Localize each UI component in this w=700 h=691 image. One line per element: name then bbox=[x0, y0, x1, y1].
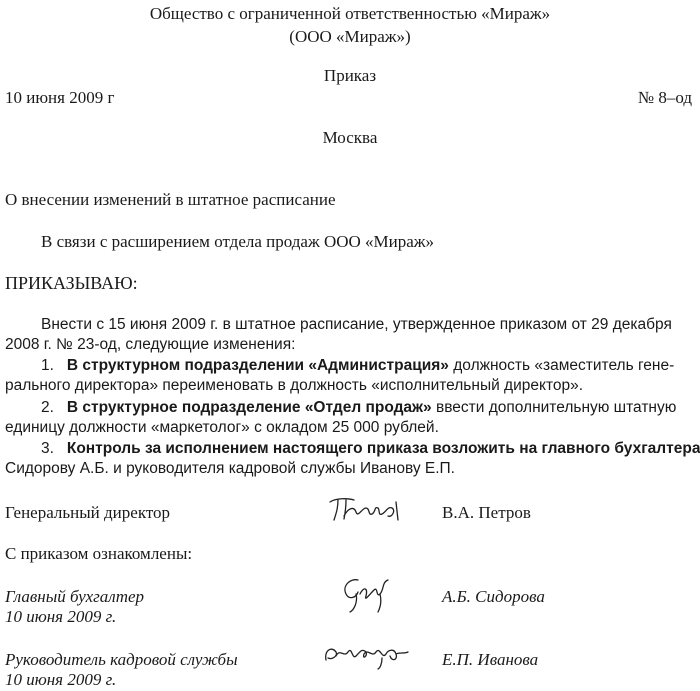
acknowledged-label: С приказом ознакомлены: bbox=[5, 544, 193, 563]
order-word: ПРИКАЗЫВАЮ: bbox=[5, 273, 138, 293]
organization-short-name: (ООО «Мираж») bbox=[289, 27, 411, 46]
accountant-signature bbox=[336, 572, 398, 616]
item-continuation: единицу должности «маркетолог» с окладом 25 000 рублей. bbox=[5, 419, 439, 436]
ack-name-hr: Е.П. Иванова bbox=[442, 650, 539, 669]
organization-full-name: Общество с ограниченной ответственностью «Мираж» bbox=[149, 4, 551, 23]
document-date: 10 июня 2009 г bbox=[5, 88, 115, 107]
director-title: Генеральный директор bbox=[5, 503, 171, 522]
item-number: 3. bbox=[41, 440, 54, 457]
document-subject: О внесении изменений в штатное расписание bbox=[5, 190, 336, 209]
ack-name-accountant: А.Б. Сидорова bbox=[442, 587, 545, 606]
ack-date-hr: 10 июня 2009 г. bbox=[5, 670, 117, 689]
director-signature bbox=[326, 494, 406, 526]
director-name: В.А. Петров bbox=[442, 503, 531, 522]
list-item bbox=[41, 357, 674, 375]
item-bold-text: В структурное подразделение «Отдел продаж» bbox=[66, 399, 432, 416]
item-text: должность «заместитель гене- bbox=[448, 357, 675, 374]
ack-position-accountant: Главный бухгалтер bbox=[5, 587, 145, 606]
document-type: Приказ bbox=[323, 66, 377, 85]
item-bold-text: В структурном подразделении «Администрация» bbox=[66, 357, 449, 374]
item-number: 2. bbox=[41, 399, 54, 416]
item-continuation: Сидорову А.Б. и руководителя кадровой службы Иванову Е.П. bbox=[5, 460, 455, 477]
item-text: ввести дополнительную штатную bbox=[431, 399, 677, 416]
list-item bbox=[41, 440, 700, 458]
ack-date-accountant: 10 июня 2009 г. bbox=[5, 607, 117, 626]
intro-line-1: Внести с 15 июня 2009 г. в штатное расписание, утвержденное приказом от 29 декабря bbox=[41, 316, 672, 333]
item-continuation: рального директора» переименовать в должность «исполнительный директор». bbox=[5, 377, 584, 394]
item-bold-text: Контроль за исполнением настоящего приказа возложить на главного бухгалтера bbox=[66, 440, 700, 457]
document-city: Москва bbox=[322, 128, 378, 147]
item-number: 1. bbox=[41, 357, 54, 374]
ack-position-hr: Руководитель кадровой службы bbox=[5, 650, 238, 669]
document-number: № 8–од bbox=[637, 88, 692, 107]
list-item bbox=[41, 399, 676, 417]
order-reason: В связи с расширением отдела продаж ООО «Мираж» bbox=[41, 232, 435, 251]
intro-line-2: 2008 г. № 23-од, следующие изменения: bbox=[5, 336, 296, 353]
hr-signature bbox=[322, 640, 412, 670]
